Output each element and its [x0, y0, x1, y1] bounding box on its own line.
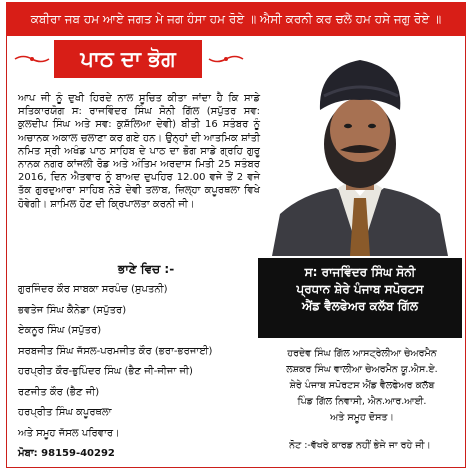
list-item: ਰਣਜੀਤ ਕੌਰ (ਭੈਣ ਜੀ) [18, 386, 100, 398]
floral-divider-icon [208, 54, 244, 64]
associates-list [266, 346, 458, 426]
floral-divider-icon [14, 54, 50, 64]
notice-body: ਆਪ ਜੀ ਨੂੰ ਦੁਖੀ ਹਿਰਦੇ ਨਾਲ ਸੂਚਿਤ ਕੀਤਾ ਜਾਂਦਾ ਹੈ ਕਿ ਸਾਡੇ ਸਤਿਕਾਰਯੋਗ ਸ: ਰਾਜਵਿੰਦਰ ਸਿੰਘ ਸੋਨੀ ਗਿੱਲ (ਸਪੁੱਤਰ ਸਵ: ਕੁਲਦੀਪ ਸਿੰਘ ਅਤੇ ਸਵ: ਕੁਸ਼ੱਲਿਆ ਦੇਵੀ) ਬੀਤੀ 16 ਸਤੰਬਰ ਨੂੰ ਅਚਾਨਕ ਅਕਾਲ ਚਲਾਣਾ ਕਰ ਗਏ ਹਨ। ਉਨ੍ਹਾਂ ਦੀ ਆਤਮਿਕ ਸ਼ਾਂਤੀ ਨਮਿਤ ਸ੍ਰੀ ਅਖੰਡ ਪਾਠ ਸਾਹਿਬ ਦੇ ਪਾਠ ਦਾ ਭੋਗ ਸਾਡੇ ਗ੍ਰਹਿ ਗੁਰੂ ਨਾਨਕ ਨਗਰ ਕਾਂਜਲੀ ਰੋਡ ਅਤੇ ਅੰਤਿਮ ਅਰਦਾਸ ਮਿਤੀ 25 ਸਤੰਬਰ 2016, ਦਿਨ ਐਤਵਾਰ ਨੂੰ ਬਾਅਦ ਦੁਪਹਿਰ 12.00 ਵਜੇ ਤੋਂ 2 ਵਜੇ ਤੱਕ ਗੁਰਦੁਆਰਾ ਸਾਹਿਬ ਨੇੜੇ ਦੇਵੀ ਤਲਾਬ, ਜ਼ਿਲ੍ਹਾ ਕਪੂਰਥਲਾ ਵਿਖੇ ਹੋਵੇਗੀ। ਸ਼ਾਮਿਲ ਹੋਣ ਦੀ ਕ੍ਰਿਪਾਲਤਾ ਕਰਨੀ ਜੀ। [18, 93, 260, 210]
list-item: ਲਸ਼ਕਰ ਸਿੰਘ ਵਾਲੀਆ ਚੇਅਰਮੈਨ ਯੂ.ਐਸ.ਏ. [286, 364, 438, 375]
list-item: ਹਰਦੇਵ ਸਿੰਘ ਗਿੱਲ ਆਸਟ੍ਰੇਲੀਆ ਚੇਅਰਮੈਨ [287, 348, 437, 359]
deceased-portrait [262, 38, 458, 256]
deceased-club: ਐਂਡ ਵੈਲਫੇਅਰ ਕਲੱਬ ਗਿੱਲ [302, 299, 418, 313]
deceased-name: ਸ: ਰਾਜਵਿੰਦਰ ਸਿੰਘ ਸੋਨੀ [304, 265, 416, 279]
notice-title: ਪਾਠ ਦਾ ਭੋਗ [54, 40, 202, 78]
list-item: ਹਰਪ੍ਰੀਤ ਕੌਰ-ਭੁਪਿੰਦਰ ਸਿੰਘ (ਭੈਣ ਜੀ-ਜੀਜਾ ਜੀ) [18, 366, 193, 377]
list-item: ਸਰਬਜੀਤ ਸਿੰਘ ਜੱਸਲ-ਪਰਮਜੀਤ ਕੌਰ (ਭਰਾ-ਭਰਜਾਈ) [18, 345, 213, 357]
deceased-name-box [258, 258, 462, 338]
list-item: ਗੁਰਜਿੰਦਰ ਕੌਰ ਸਾਬਕਾ ਸਰਪੰਚ (ਸੁਪਤਨੀ) [18, 284, 168, 295]
mourners-heading: ਭਾਣੇ ਵਿਚ :- [118, 262, 175, 276]
list-item: ਸ਼ੇਰੇ ਪੰਜਾਬ ਸਪੋਰਟਸ ਐਂਡ ਵੈਲਫੇਅਰ ਕਲੱਬ [289, 380, 435, 391]
title-section [12, 40, 256, 84]
list-item: ਅਤੇ ਸਮੂਹ ਦੋਸਤ। [330, 412, 394, 423]
portrait-image [262, 38, 458, 256]
list-item: ਭਵਤੇਜ ਸਿੰਘ ਕੈਨੇਡਾ (ਸਪੁੱਤਰ) [18, 304, 127, 316]
footer-note: ਨੋਟ :-ਵੱਖਰੇ ਕਾਰਡ ਨਹੀਂ ਭੇਜੇ ਜਾ ਰਹੇ ਜੀ। [289, 440, 431, 451]
list-item: ਪਿੰਡ ਗਿੱਲ ਨਿਵਾਸੀ, ਐਨ.ਆਰ.ਆਈ. [297, 396, 427, 407]
list-item: ਅਤੇ ਸਮੂਹ ਜੱਸਲ ਪਰਿਵਾਰ। [18, 427, 120, 439]
deceased-title: ਪ੍ਰਧਾਨ ਸ਼ੇਰੇ ਪੰਜਾਬ ਸਪੋਰਟਸ [296, 282, 424, 296]
list-item: ਹਰਪ੍ਰੀਤ ਸਿੰਘ ਕਪੂਰਥਲਾ [18, 407, 112, 418]
scripture-banner: ਕਬੀਰਾ ਜਬ ਹਮ ਆਏ ਜਗਤ ਮੇ ਜਗ ਹੰਸਾ ਹਮ ਰੋਏ ॥ ਐਸੀ ਕਰਨੀ ਕਰ ਚਲੇ ਹਮ ਹਸੇ ਜਗੁ ਰੋਏ ॥ [6, 2, 466, 36]
list-item: ਏਕਨੂਰ ਸਿੰਘ (ਸਪੁੱਤਰ) [18, 325, 102, 336]
phone-number: ਮੋਬਾ: 98159-40292 [18, 448, 115, 459]
mourners-list [18, 280, 262, 465]
